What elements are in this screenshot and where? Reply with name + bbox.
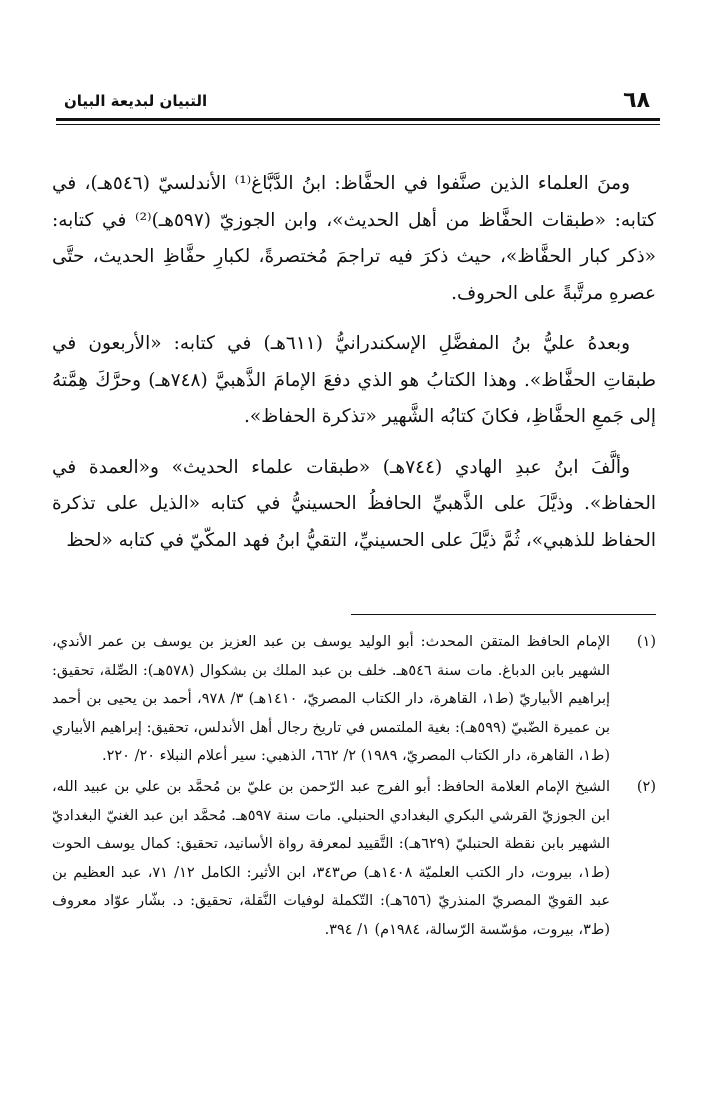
paragraph-3: وألَّفَ ابنُ عبدِ الهادي (٧٤٤هـ) «طبقات علماء الحديث» و«العمدة في الحفاظ». وذيَّلَ على الذَّهبيِّ الحافظُ الحسينيُّ في كتابه «الذيل على تذكرة الحفاظ للذهبي»، ثُمَّ ذيَّلَ على الحسينيِّ، التقيُّ ابنُ فهد المكّيّ في كتابه «لحظ xyxy=(52,456,656,551)
footnote-separator xyxy=(351,614,656,615)
main-text xyxy=(52,166,656,573)
header-rule-thin xyxy=(56,124,660,125)
page-number: ٦٨ xyxy=(623,88,650,113)
footnote-2 xyxy=(52,773,656,945)
footnote-text: الشيخ الإمام العلامة الحافظ: أبو الفرج عبد الرّحمن بن عليّ بن مُحمَّد بن علي بن عبيد الله، ابن الجوزيّ القرشي البكري البغدادي الحنبلي. مات سنة ٥٩٧هـ. مُحمَّد ابن عبد الغنيّ البغداديّ الشهير بابن نقطة الحنبليّ (٦٢٩هـ): التَّقييد لمعرفة رواة الأسانيد، تحقيق: كمال يوسف الحوت (ط١، بيروت، دار الكتب العلميّة ١٤٠٨هـ) ص٣٤٣، ابن الأثير: الكامل ١٢/ ٧١، عبد العظيم بن عبد القويّ المصريّ المنذريّ (٦٥٦هـ): التّكملة لوفيات النَّقلة، تحقيق: د. بشّار عوّاد معروف (ط٣، بيروت، مؤسّسة الرّسالة، ١٩٨٤م) ١/ ٣٩٤. xyxy=(52,778,611,938)
page-header xyxy=(56,86,652,118)
footnotes xyxy=(52,628,656,947)
paragraph-1: ومنَ العلماء الذين صنَّفوا في الحفَّاظ: ابنُ الدَّبَّاغ⁽¹⁾ الأندلسيّ (٥٤٦هـ)، في كتابه: «طبقات الحفَّاظ من أهل الحديث»، وابن الجوزيّ (٥٩٧هـ)⁽²⁾ في كتابه: «ذكر كبار الحفَّاظ»، حيث ذكرَ فيه تراجمَ مُختصرةً، لكبارِ حفَّاظِ الحديث، حتَّى عصرهِ مرتَّبةً على الحروف. xyxy=(52,173,656,304)
header-rule-thick xyxy=(56,118,660,121)
footnote-1 xyxy=(52,628,656,771)
footnote-number: (١) xyxy=(636,634,656,650)
running-title: التبيان لبديعة البيان xyxy=(64,92,208,110)
paragraph-2: وبعدهُ عليُّ بنُ المفضَّلِ الإسكندرانيُّ (٦١١هـ) في كتابه: «الأربعون في طبقاتِ الحفَّاظ». وهذا الكتابُ هو الذي دفعَ الإمامَ الذَّهبيَّ (٧٤٨هـ) وحرَّكَ هِمَّتهُ إلى جَمعِ الحفَّاظِ، فكانَ كتابُه الشَّهير «تذكرة الحفاظ». xyxy=(52,333,656,427)
footnote-text: الإمام الحافظ المتقن المحدث: أبو الوليد يوسف بن عبد العزيز بن يوسف بن عمر الأندي، الشهير بابن الدباغ. مات سنة ٥٤٦هـ. خلف بن عبد الملك بن بشكوال (٥٧٨هـ): الصِّلة، تحقيق: إبراهيم الأبياريّ (ط١، القاهرة، دار الكتاب المصريّ، ١٤١٠هـ) ٣/ ٩٧٨، أحمد بن يحيى بن أحمد بن عميرة الضّبيّ (٥٩٩هـ): بغية الملتمس في تاريخ رجال أهل الأندلس، تحقيق: إبراهيم الأبياري (ط١، القاهرة، دار الكتاب المصريّ، ١٩٨٩) ٢/ ٦٦٢، الذهبي: سير أعلام النبلاء ٢٠/ ٢٢٠. xyxy=(52,634,611,765)
footnote-number: (٢) xyxy=(636,778,656,795)
